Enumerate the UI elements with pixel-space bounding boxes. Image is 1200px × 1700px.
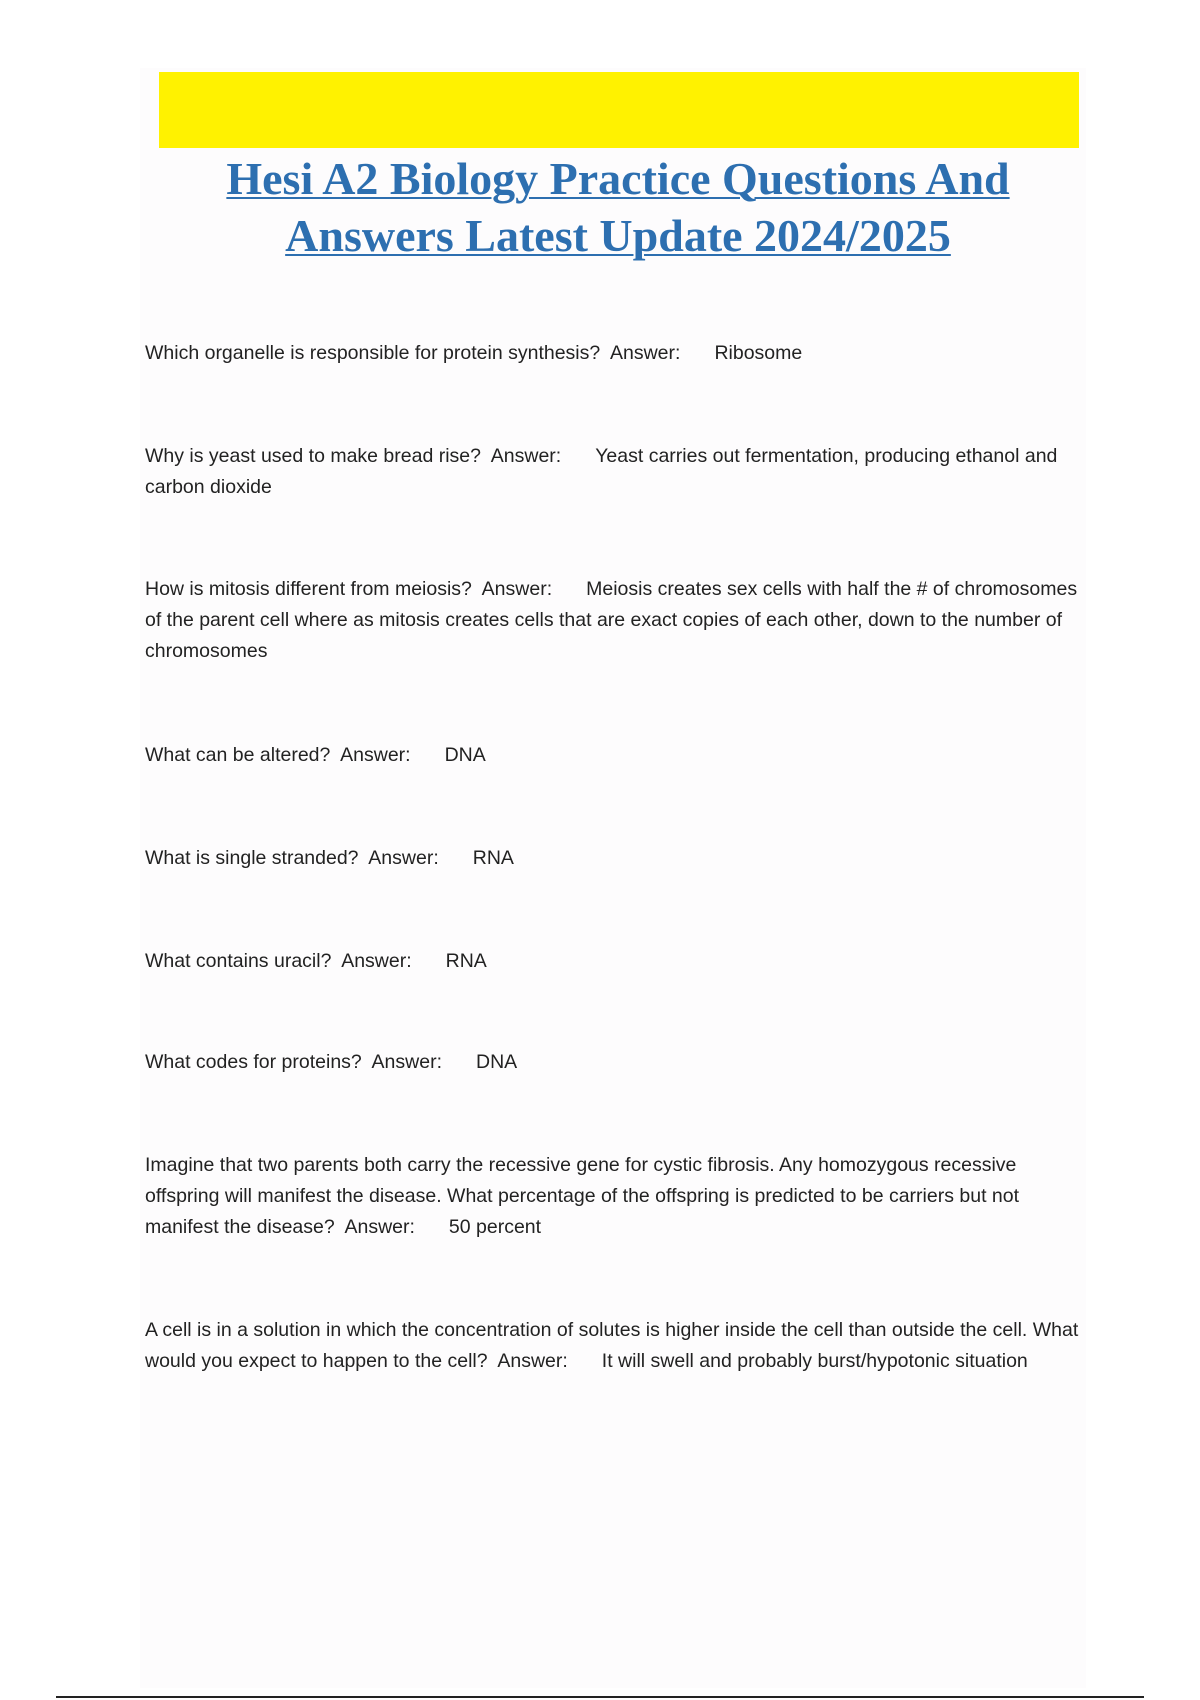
answer-text: RNA	[445, 950, 487, 972]
answer-label: Answer:	[371, 1051, 442, 1073]
answer-label: Answer:	[344, 1216, 415, 1238]
qa-item	[145, 740, 1081, 771]
answer-text: Ribosome	[714, 342, 803, 364]
answer-text: Meiosis creates sex cells with half the # of chromosomes of the parent cell where as mitosis creates cells that are exact copies of each other, down to the number of chromosomes	[145, 578, 1078, 662]
answer-label: Answer:	[610, 342, 681, 364]
answer-text: Yeast carries out fermentation, producing ethanol and carbon dioxide	[145, 445, 1058, 498]
bottom-rule	[56, 1696, 1144, 1698]
question-text: What is single stranded?	[145, 847, 359, 869]
qa-item	[145, 338, 1081, 369]
question-text: What codes for proteins?	[145, 1051, 362, 1073]
qa-item	[145, 441, 1081, 503]
answer-label: Answer:	[341, 950, 412, 972]
qa-item	[145, 1315, 1081, 1377]
qa-item	[145, 574, 1081, 667]
qa-item	[145, 843, 1081, 874]
answer-text: DNA	[476, 1051, 518, 1073]
answer-label: Answer:	[368, 847, 439, 869]
yellow-highlight-band	[159, 72, 1079, 148]
answer-text: 50 percent	[448, 1216, 542, 1238]
question-text: How is mitosis different from meiosis?	[145, 578, 472, 600]
question-text: Which organelle is responsible for protein synthesis?	[145, 342, 601, 364]
content-panel	[140, 68, 1086, 1688]
answer-text: It will swell and probably burst/hypotonic situation	[601, 1350, 1028, 1372]
qa-item	[145, 1150, 1081, 1243]
answer-label: Answer:	[497, 1350, 568, 1372]
answer-text: RNA	[472, 847, 514, 869]
answer-label: Answer:	[490, 445, 562, 467]
question-text: What can be altered?	[145, 744, 331, 766]
qa-item	[145, 946, 1081, 977]
answer-text: DNA	[444, 744, 486, 766]
document-title: Hesi A2 Biology Practice Questions And Answers Latest Update 2024/2025	[226, 153, 1010, 261]
question-text: What contains uracil?	[145, 950, 332, 972]
question-text: Imagine that two parents both carry the recessive gene for cystic fibrosis. Any homozygous recessive offspring will manifest the disease. What percentage of the offspring is predicted to be carriers but not manifest the disease?	[145, 1154, 1020, 1238]
question-text: Why is yeast used to make bread rise?	[145, 445, 481, 467]
question-text: A cell is in a solution in which the concentration of solutes is higher inside the cell than outside the cell. What would you expect to happen to the cell?	[145, 1319, 1079, 1372]
qa-item	[145, 1047, 1081, 1078]
answer-label: Answer:	[340, 744, 411, 766]
answer-label: Answer:	[481, 578, 553, 600]
